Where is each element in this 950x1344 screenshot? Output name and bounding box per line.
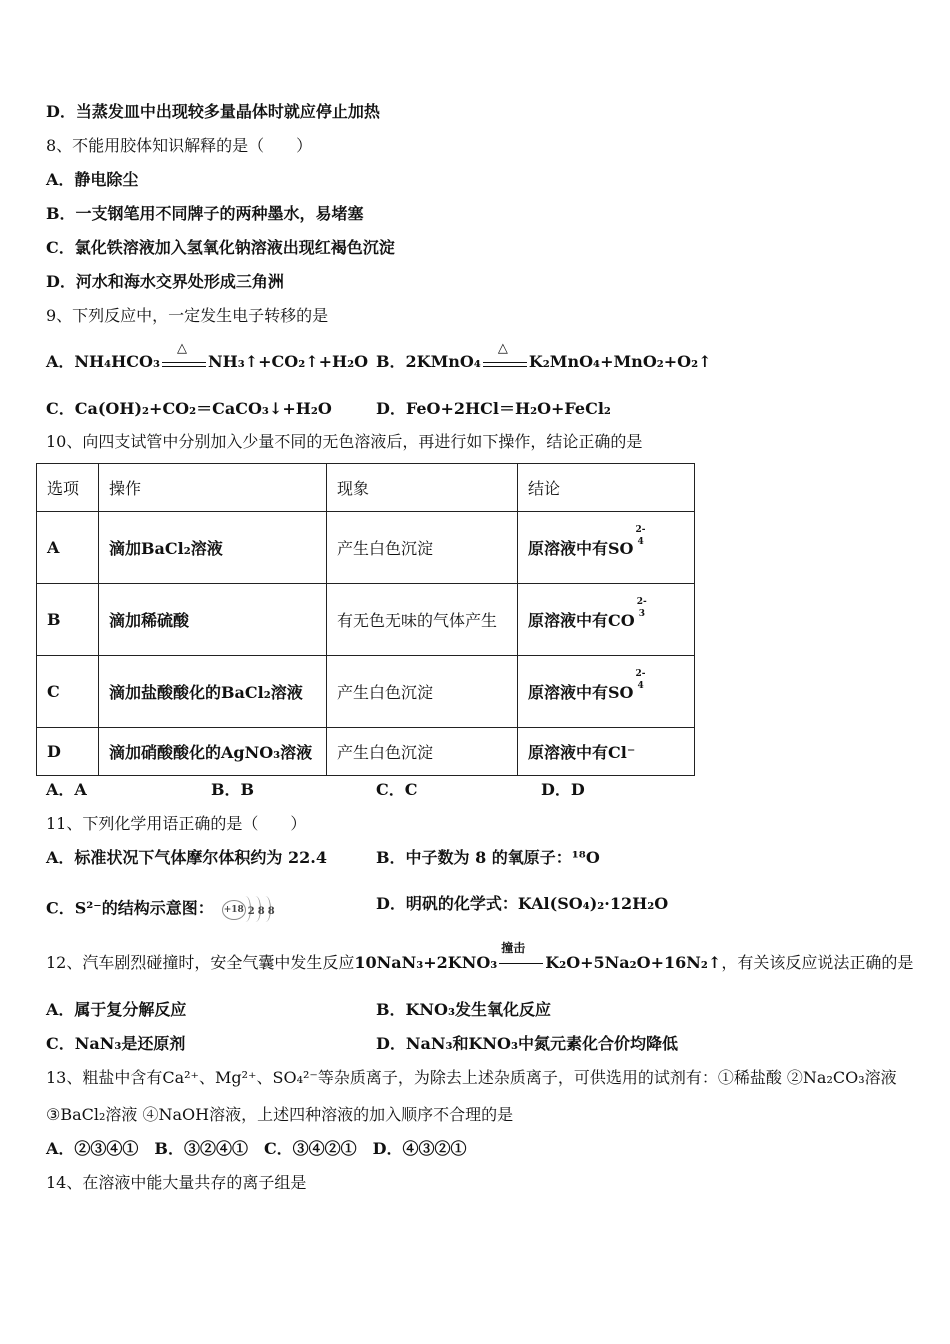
q8-stem: 8、不能用胶体知识解释的是（ ） [46,136,313,155]
q13-stem-line1: 13、粗盐中含有Ca²⁺、Mg²⁺、SO₄²⁻等杂质离子，为除去上述杂质离子，可供选用的试剂有：①稀盐酸 ②Na₂CO₃溶液 [46,1068,897,1087]
row-option: C [37,656,99,728]
header-phenomenon: 现象 [327,464,518,512]
q11-option-a: A．标准状况下气体摩尔体积约为 22.4 [46,848,327,867]
q14-stem: 14、在溶液中能大量共存的离子组是 [46,1173,307,1192]
q8-option-b: B．一支钢笔用不同牌子的两种墨水，易堵塞 [46,204,364,223]
q9-option-a [46,340,369,373]
q7-option-d: D．当蒸发皿中出现较多量晶体时就应停止加热 [46,102,380,121]
row-option: B [37,584,99,656]
q8-option-d: D．河水和海水交界处形成三角洲 [46,272,284,291]
q12-stem [46,940,914,974]
q9-b-equals-sign [483,340,527,373]
q11-option-c [46,894,282,924]
shell-3-electrons: 8 [267,906,275,917]
q9-b-label: B． [376,352,406,371]
q9-option-b [376,340,712,373]
q11-option-b: B．中子数为 8 的氧原子：¹⁸O [376,848,600,867]
q12-option-d: D．NaN₃和KNO₃中氮元素化合价均降低 [376,1034,678,1053]
table-row [37,512,695,584]
header-conclusion: 结论 [518,464,695,512]
table-row [37,656,695,728]
table-row [37,584,695,656]
q13-stem-line2: ③BaCl₂溶液 ④NaOH溶液，上述四种溶液的加入顺序不合理的是 [46,1105,514,1124]
row-conclusion: 原溶液中有Cl⁻ [518,728,695,776]
q8-option-a: A．静电除尘 [46,170,139,189]
row-operation: 滴加BaCl₂溶液 [99,512,327,584]
shell-1-electrons: 2 [247,906,255,917]
q12-option-a: A．属于复分解反应 [46,1000,187,1019]
q10-answer-d: D．D [541,780,585,799]
q12-stem-pre: 12、汽车剧烈碰撞时，安全气囊中发生反应 [46,953,355,972]
q9-b-reactants: 2KMnO₄ [405,352,481,371]
q10-answer-b: B．B [211,780,255,799]
row-conclusion: 原溶液中有CO 2- 3 [518,584,695,656]
collision-condition: 撞击 [501,940,526,955]
q9-a-equals-sign [162,340,206,373]
q10-stem: 10、向四支试管中分别加入少量不同的无色溶液后，再进行如下操作，结论正确的是 [46,432,643,451]
q12-reactants: 10NaN₃+2KNO₃ [354,953,498,972]
row-phenomenon: 有无色无味的气体产生 [327,584,518,656]
table-header-row [37,464,695,512]
q9-stem: 9、下列反应中，一定发生电子转移的是 [46,306,329,325]
q11-c-text: C．S²⁻的结构示意图： [46,898,214,918]
q9-option-c: C．Ca(OH)₂+CO₂＝CaCO₃↓+H₂O [46,399,332,418]
table-row [37,728,695,776]
shell-2-electrons: 8 [257,906,265,917]
sulfide-ion-structure-diagram [220,894,282,924]
row-operation: 滴加硝酸酸化的AgNO₃溶液 [99,728,327,776]
q10-table [36,463,695,776]
row-phenomenon: 产生白色沉淀 [327,728,518,776]
q12-option-c: C．NaN₃是还原剂 [46,1034,186,1053]
q9-a-label: A． [46,352,75,371]
heat-symbol: △ [497,340,508,356]
q10-answer-c: C．C [376,780,418,799]
row-conclusion: 原溶液中有SO 2- 4 [518,512,695,584]
header-operation: 操作 [99,464,327,512]
q12-equals-sign [499,940,543,974]
q9-a-reactants: NH₄HCO₃ [74,352,160,371]
nucleus-charge: +18 [222,900,246,920]
q12-option-b: B．KNO₃发生氧化反应 [376,1000,552,1019]
q9-b-products: K₂MnO₄+MnO₂+O₂↑ [528,352,712,371]
q12-products: K₂O+5Na₂O+16N₂↑ [545,953,722,972]
row-phenomenon: 产生白色沉淀 [327,512,518,584]
header-option: 选项 [37,464,99,512]
row-operation: 滴加盐酸酸化的BaCl₂溶液 [99,656,327,728]
q8-option-c: C．氯化铁溶液加入氢氧化钠溶液出现红褐色沉淀 [46,238,395,257]
q11-stem: 11、下列化学用语正确的是（ ） [46,814,307,833]
row-conclusion: 原溶液中有SO 2- 4 [518,656,695,728]
q10-answer-a: A．A [46,780,87,799]
row-operation: 滴加稀硫酸 [99,584,327,656]
q9-a-products: NH₃↑+CO₂↑+H₂O [207,352,369,371]
heat-symbol: △ [176,340,187,356]
q9-option-d: D．FeO+2HCl＝H₂O+FeCl₂ [376,399,611,418]
row-option: A [37,512,99,584]
row-phenomenon: 产生白色沉淀 [327,656,518,728]
q13-answers: A．②③④① B．③②④① C．③④②① D．④③②① [46,1139,467,1158]
q11-option-d: D．明矾的化学式：KAl(SO₄)₂·12H₂O [376,894,669,913]
row-option: D [37,728,99,776]
q12-stem-post: ，有关该反应说法正确的是 [721,953,914,972]
